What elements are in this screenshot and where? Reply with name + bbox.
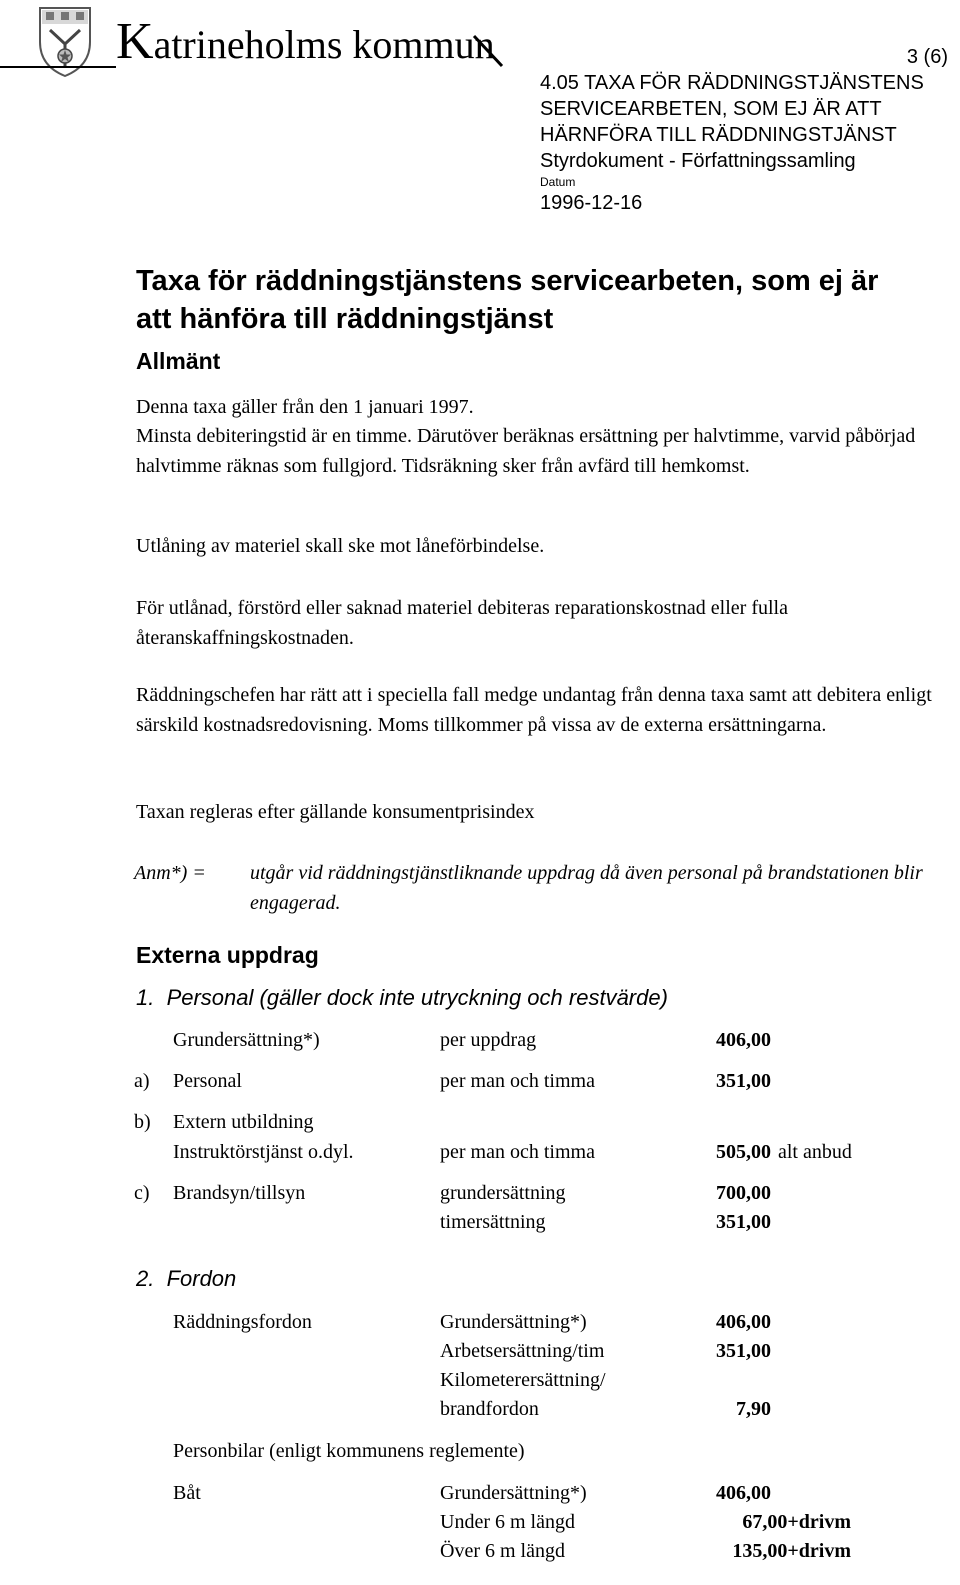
section-title-vehicles: 2. Fordon (136, 1266, 237, 1291)
fee-price: 700,00 (716, 1182, 771, 1204)
paragraph: Räddningschefen har rätt att i speciella fall medge undantag från denna taxa samt att debitera enligt särskild kostnadsredovisning. Moms tillkommer på vissa av de externa ersättningarna. (136, 684, 932, 736)
paragraph: Taxan regleras efter gällande konsumentprisindex (136, 801, 535, 823)
fee-letter: c) (134, 1182, 150, 1204)
doc-title-line: 4.05 TAXA FÖR RÄDDNINGSTJÄNSTENS (540, 72, 924, 94)
fee-price: 7,90 (736, 1398, 771, 1420)
fee-price: 67,00+drivm (742, 1511, 851, 1533)
fee-label: Instruktörstjänst o.dyl. (173, 1141, 354, 1163)
header-rule (0, 66, 116, 68)
fee-letter: b) (134, 1111, 151, 1133)
fee-letter: a) (134, 1070, 150, 1092)
fee-price: 351,00 (716, 1340, 771, 1362)
paragraph: Utlåning av materiel skall ske mot låneförbindelse. (136, 535, 545, 557)
fee-unit: Över 6 m längd (440, 1540, 565, 1562)
note-key: Anm*) = (134, 862, 206, 884)
section-title-personnel: 1. Personal (gäller dock inte utryckning och restvärde) (136, 985, 668, 1010)
date-value: 1996-12-16 (540, 192, 643, 214)
paragraph: För utlånad, förstörd eller saknad materiel debiteras reparationskostnad eller fulla återanskaffningskostnaden. (136, 597, 788, 649)
fee-unit: Under 6 m längd (440, 1511, 575, 1533)
fee-price: 351,00 (716, 1070, 771, 1092)
fee-label: Personbilar (enligt kommunens reglemente) (173, 1440, 525, 1462)
page-title: Taxa för räddningstjänstens servicearbeten, som ej är att hänföra till räddningstjänst (136, 265, 879, 335)
fee-unit: Arbetsersättning/tim (440, 1340, 605, 1362)
fee-unit: Kilometerersättning/ (440, 1369, 606, 1391)
fee-price: 406,00 (716, 1029, 771, 1051)
doc-title-line: HÄRNFÖRA TILL RÄDDNINGSTJÄNST (540, 124, 897, 146)
fee-label: Grundersättning*) (173, 1029, 320, 1051)
fee-label: Brandsyn/tillsyn (173, 1182, 306, 1204)
section-heading-general: Allmänt (136, 348, 221, 374)
fee-price: 406,00 (716, 1482, 771, 1504)
page-number: 3 (6) (906, 46, 948, 68)
municipality-wordmark: Katrineholms kommun (116, 13, 495, 70)
fee-unit: Grundersättning*) (440, 1482, 587, 1504)
fee-unit: timersättning (440, 1211, 546, 1233)
doc-title-line: SERVICEARBETEN, SOM EJ ÄR ATT (540, 98, 882, 120)
fee-unit: Grundersättning*) (440, 1311, 587, 1333)
fee-unit: per man och timma (440, 1141, 595, 1163)
fee-unit: per uppdrag (440, 1029, 537, 1051)
fee-price: 505,00 (716, 1141, 771, 1163)
fee-label: Räddningsfordon (173, 1311, 312, 1333)
wordmark-slash (472, 34, 506, 70)
fee-label: Extern utbildning (173, 1111, 314, 1133)
fee-label: Båt (173, 1482, 201, 1504)
doc-type: Styrdokument - Författningssamling (540, 150, 856, 172)
fee-unit: grundersättning (440, 1182, 566, 1204)
section-heading-external: Externa uppdrag (136, 942, 319, 968)
fee-unit: brandfordon (440, 1398, 539, 1420)
fee-label: Personal (173, 1070, 242, 1092)
document-meta (540, 70, 924, 216)
fee-unit: per man och timma (440, 1070, 595, 1092)
fee-suffix: alt anbud (778, 1141, 852, 1163)
paragraph: Denna taxa gäller från den 1 januari 1997. (136, 396, 474, 418)
fee-price: 135,00+drivm (732, 1540, 851, 1562)
date-label: Datum (540, 175, 576, 189)
paragraph: Minsta debiteringstid är en timme. Därutöver beräknas ersättning per halvtimme, varvid påbörjad halvtimme räknas som fullgjord. Tidsräkning sker från avfärd till hemkomst. (136, 425, 916, 477)
note-text: utgår vid räddningstjänstliknande uppdrag då även personal på brandstationen blir engagerad. (250, 862, 923, 914)
fee-price: 351,00 (716, 1211, 771, 1233)
fee-price: 406,00 (716, 1311, 771, 1333)
